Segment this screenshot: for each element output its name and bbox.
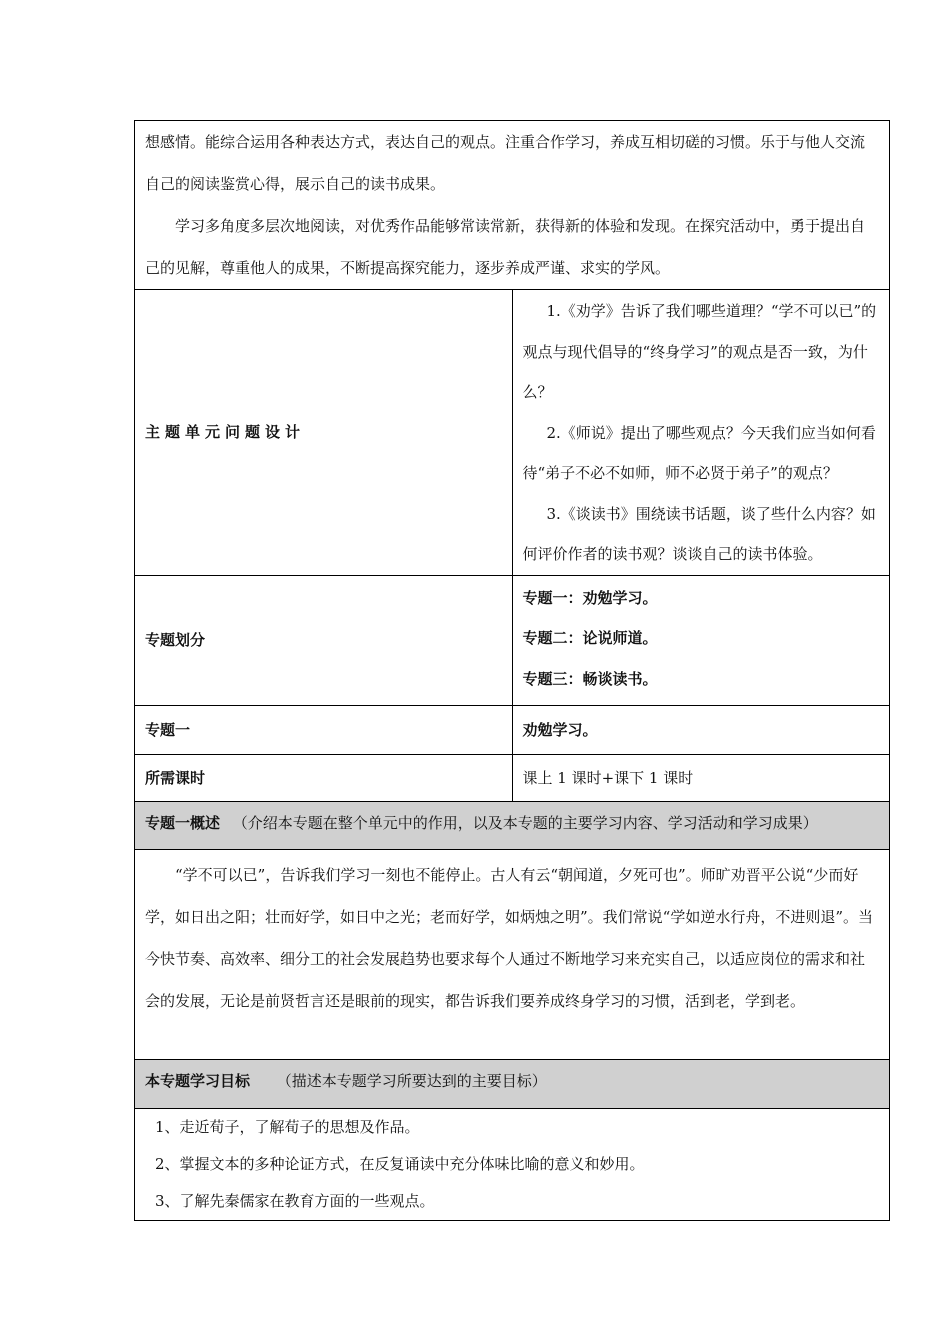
goal-item: 1、走近荀子，了解荀子的思想及作品。 (155, 1117, 420, 1136)
topic-division-cell (512, 575, 890, 705)
class-hours-row (135, 754, 890, 801)
topic-item: 专题三：畅谈读书。 (522, 669, 658, 688)
goals-label: 本专题学习目标 (145, 1071, 251, 1090)
question-design-label: 主题单元问题设计 (135, 290, 513, 576)
overview-header-row (135, 801, 890, 849)
overview-header (135, 801, 890, 849)
class-hours-label: 所需课时 (135, 754, 513, 801)
overview-hint: （介绍本专题在整个单元中的作用，以及本专题的主要学习内容、学习活动和学习成果） (232, 813, 818, 832)
question-item: 3.《谈读书》围绕读书话题，谈了些什么内容？如何评价作者的读书观？谈谈自己的读书体验。 (522, 504, 876, 563)
question-item: 2.《师说》提出了哪些观点？今天我们应当如何看待“弟子不必不如师，师不必贤于弟子”的观点？ (522, 423, 876, 482)
topic-item: 专题二：论说师道。 (522, 629, 658, 647)
lesson-plan-table (134, 120, 890, 1221)
goal-item: 2、掌握文本的多种论证方式，在反复诵读中充分体味比喻的意义和妙用。 (155, 1154, 645, 1173)
class-hours-value: 课上 1 课时+课下 1 课时 (512, 754, 890, 801)
goals-body-row (135, 1108, 890, 1220)
topic-division-row (135, 575, 890, 705)
topic-one-label: 专题一 (135, 705, 513, 754)
goals-header (135, 1059, 890, 1108)
topic-one-value: 劝勉学习。 (512, 705, 890, 754)
topic-division-label: 专题划分 (135, 575, 513, 705)
goals-hint: （描述本专题学习所要达到的主要目标） (276, 1071, 547, 1090)
goal-item: 3、了解先秦儒家在教育方面的一些观点。 (155, 1191, 435, 1210)
overview-label: 专题一概述 (145, 813, 221, 832)
topic-one-row (135, 705, 890, 754)
overview-body-row (135, 849, 890, 1059)
question-item: 1.《劝学》告诉了我们哪些道理？“学不可以已”的观点与现代倡导的“终身学习”的观点是否一致，为什么？ (522, 302, 877, 401)
goals-body (135, 1108, 890, 1220)
overview-text: “学不可以已”，告诉我们学习一刻也不能停止。古人有云“朝闻道，夕死可也”。师旷劝晋平公说“少而好学，如日出之阳；壮而好学，如日中之光；老而好学，如炳烛之明”。我们常说“学如逆水行舟，不进则退”。当今快节奏、高效率、细分工的社会发展趋势也要求每个人通过不断地学习来充实自己，以适应岗位的需求和社会的发展，无论是前贤哲言还是眼前的现实，都告诉我们要养成终身学习的习惯，活到老，学到老。 (145, 865, 874, 1010)
intro-row (135, 121, 890, 290)
intro-cell (135, 121, 890, 290)
intro-paragraph-1: 想感情。能综合运用各种表达方式，表达自己的观点。注重合作学习，养成互相切磋的习惯。乐于与他人交流自己的阅读鉴赏心得，展示自己的读书成果。 (145, 133, 866, 193)
question-design-row (135, 290, 890, 576)
goals-header-row (135, 1059, 890, 1108)
overview-body (135, 849, 890, 1059)
intro-paragraph-2: 学习多角度多层次地阅读，对优秀作品能够常读常新，获得新的体验和发现。在探究活动中，勇于提出自己的见解，尊重他人的成果，不断提高探究能力，逐步养成严谨、求实的学风。 (145, 217, 866, 277)
topic-item: 专题一：劝勉学习。 (522, 588, 658, 607)
question-design-cell (512, 290, 890, 576)
